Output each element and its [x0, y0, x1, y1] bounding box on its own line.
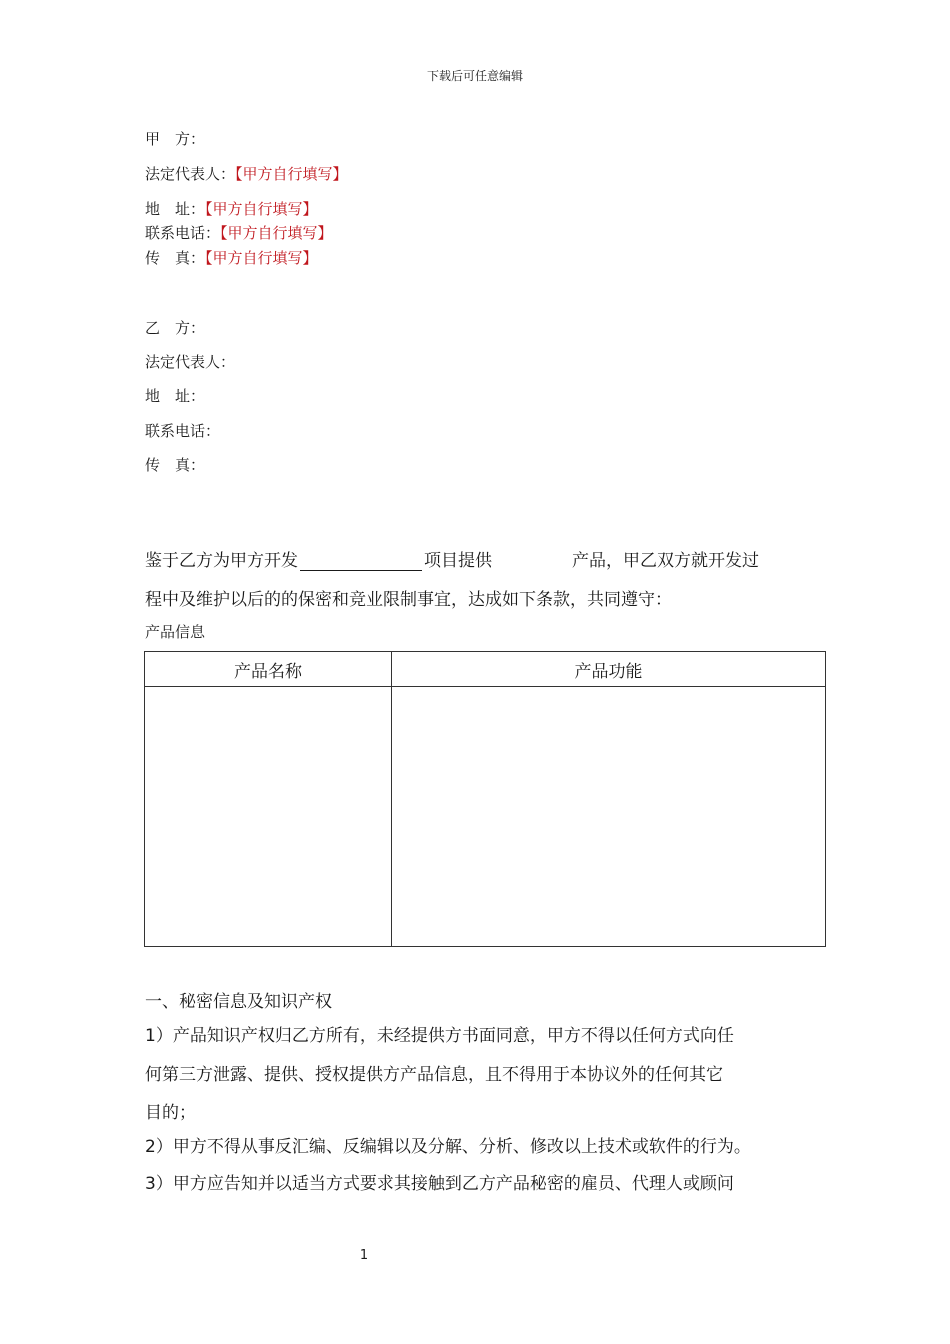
intro-line-1 — [145, 546, 759, 571]
intro-part-3: 产品，甲乙双方就开发过 — [572, 551, 759, 571]
party-b-phone-label: 联系电话： — [145, 422, 221, 440]
project-name-blank[interactable] — [300, 552, 422, 571]
product-table-row — [145, 687, 826, 947]
party-a-rep — [145, 163, 348, 184]
section-1-item-1-line-2: 何第三方泄露、提供、授权提供方产品信息，且不得用于本协议外的任何其它 — [145, 1065, 723, 1085]
product-function-cell[interactable] — [392, 687, 826, 947]
intro-part-2: 项目提供 — [424, 551, 492, 571]
party-b-rep-label: 法定代表人： — [145, 353, 236, 371]
product-table-header — [145, 652, 826, 687]
party-a-phone — [145, 222, 333, 243]
party-b-fax-label: 传 真： — [145, 456, 206, 474]
section-1-item-2: 2）甲方不得从事反汇编、反编辑以及分解、分析、修改以上技术或软件的行为。 — [145, 1137, 751, 1157]
section-1-item-3: 3）甲方应告知并以适当方式要求其接触到乙方产品秘密的雇员、代理人或顾问 — [145, 1174, 734, 1194]
party-a-address — [145, 198, 318, 219]
party-b-address-label: 地 址： — [145, 387, 206, 405]
party-a-rep-label: 法定代表人： — [145, 165, 236, 183]
party-a-title: 甲 方： — [145, 130, 206, 148]
header-note: 下载后可任意编辑 — [426, 69, 523, 83]
party-a-fax-label: 传 真： — [145, 249, 206, 267]
product-info-caption: 产品信息 — [145, 623, 206, 641]
party-b-title: 乙 方： — [145, 319, 206, 337]
product-table — [144, 651, 826, 947]
party-a-phone-label: 联系电话： — [145, 224, 221, 242]
party-a-fax-value: 【甲方自行填写】 — [205, 249, 318, 267]
product-name-cell[interactable] — [145, 687, 392, 947]
product-function-header: 产品功能 — [392, 652, 826, 687]
party-a-address-label: 地 址： — [145, 200, 206, 218]
product-name-header: 产品名称 — [145, 652, 392, 687]
section-1-title: 一、秘密信息及知识产权 — [145, 992, 332, 1012]
party-a-fax — [145, 247, 318, 268]
section-1-item-1-line-3: 目的； — [145, 1103, 196, 1123]
section-1-item-1-line-1: 1）产品知识产权归乙方所有，未经提供方书面同意，甲方不得以任何方式向任 — [145, 1026, 734, 1046]
intro-line-2: 程中及维护以后的的保密和竞业限制事宜，达成如下条款，共同遵守： — [145, 590, 672, 610]
party-a-address-value: 【甲方自行填写】 — [205, 200, 318, 218]
party-a-rep-value: 【甲方自行填写】 — [235, 165, 348, 183]
party-a-phone-value: 【甲方自行填写】 — [220, 224, 333, 242]
page-number: 1 — [359, 1248, 369, 1263]
intro-part-1: 鉴于乙方为甲方开发 — [145, 551, 298, 571]
